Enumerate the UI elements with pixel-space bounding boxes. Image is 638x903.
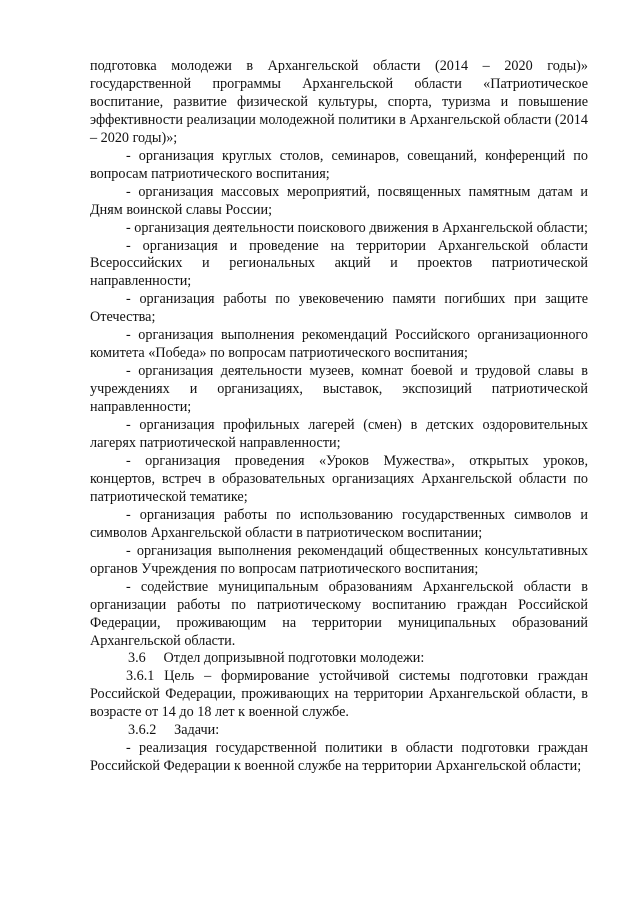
section-heading-3-6: 3.6 Отдел допризывной подготовки молодежи: [128, 650, 425, 667]
list-item-pobeda-committee: - организация выполнения рекомендаций Российского организационного комитета «Победа» по вопросам патриотического воспитания; [90, 327, 588, 362]
list-item-museums: - организация деятельности музеев, комнат боевой и трудовой славы в учреждениях и организациях, выставок, экспозиций патриотической направленности; [90, 363, 588, 416]
paragraph-intro: подготовка молодежи в Архангельской области (2014 – 2020 годы)» государственной программы Архангельской области «Патриотическое воспитание, развитие физической культуры, спорта, туризма и повышение эффективности реализации молодежной политики в Архангельской области (2014 – 2020 годы)»; [90, 58, 588, 146]
list-item-round-tables: - организация круглых столов, семинаров, совещаний, конференций по вопросам патриотического воспитания; [90, 147, 588, 182]
list-item-actions-projects: - организация и проведение на территории Архангельской области Всероссийских и региональных акций и проектов патриотической направленности; [90, 237, 588, 290]
section-3-6-1-goal: 3.6.1 Цель – формирование устойчивой системы подготовки граждан Российской Федерации, проживающих на территории Архангельской области, в возрасте от 14 до 18 лет к военной службе. [90, 668, 588, 721]
list-item-mass-events: - организация массовых мероприятий, посвященных памятным датам и Дням воинской славы России; [90, 183, 588, 218]
section-heading-3-6-2: 3.6.2 Задачи: [128, 722, 220, 739]
list-item-search-movement: - организация деятельности поискового движения в Архангельской области; [126, 219, 588, 236]
list-item-state-policy: - реализация государственной политики в области подготовки граждан Российской Федерации к военной службе на территории Архангельской области; [90, 740, 588, 775]
list-item-courage-lessons: - организация проведения «Уроков Мужества», открытых уроков, концертов, встреч в образовательных организациях Архангельской области по патриотической тематике; [90, 452, 588, 505]
list-item-municipal-support: - содействие муниципальным образованиям Архангельской области в организации работы по патриотическому воспитанию граждан Российской Федерации, проживающим на территории муниципальных образований Архангельской области. [90, 578, 588, 649]
list-item-advisory-bodies: - организация выполнения рекомендаций общественных консультативных органов Учреждения по вопросам патриотического воспитания; [90, 542, 588, 577]
list-item-state-symbols: - организация работы по использованию государственных символов и символов Архангельской области в патриотическом воспитании; [90, 506, 588, 541]
list-item-memory: - организация работы по увековечению памяти погибших при защите Отечества; [90, 291, 588, 326]
document-body [90, 58, 588, 776]
list-item-camps: - организация профильных лагерей (смен) в детских оздоровительных лагерях патриотической направленности; [90, 417, 588, 452]
